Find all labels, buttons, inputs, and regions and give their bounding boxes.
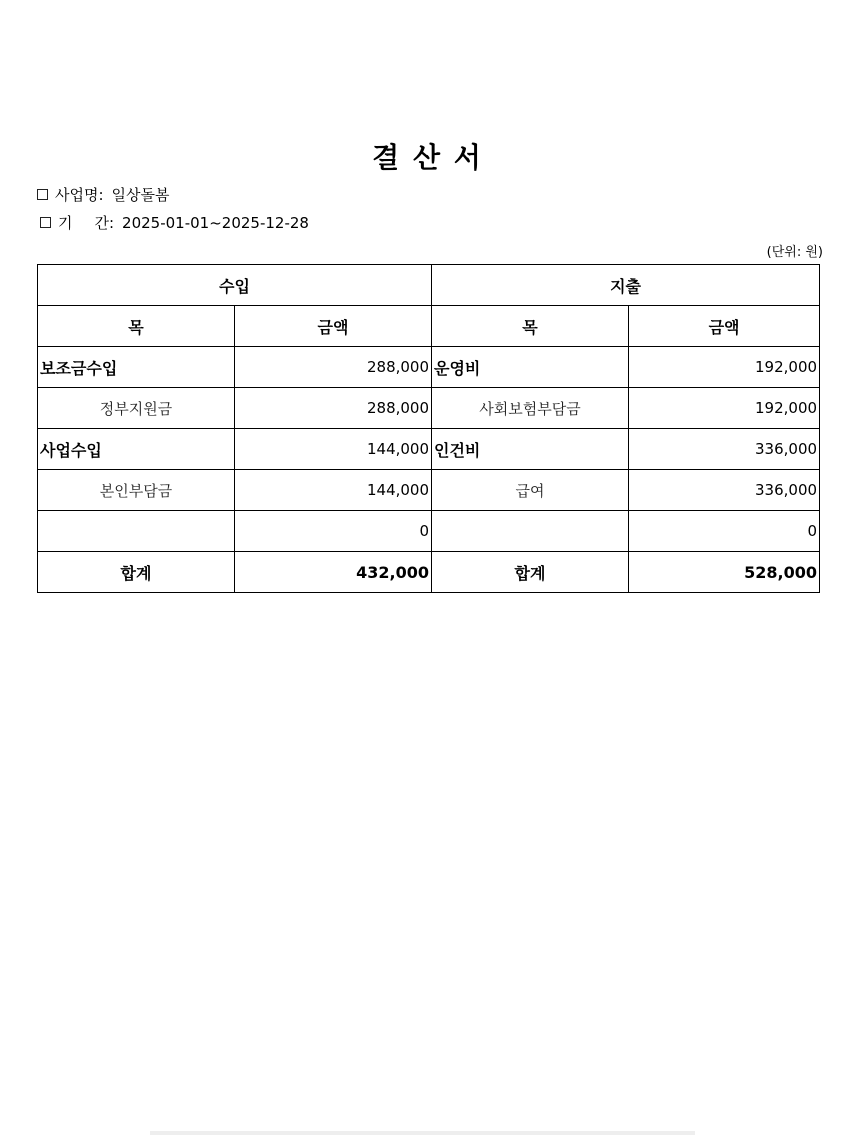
expense-amount: 192,000 [629,347,820,388]
business-name-value: 일상돌봄 [111,186,170,204]
period-label-part-a: 기 [58,214,73,232]
business-name-line [37,184,170,205]
income-item-header: 목 [38,306,235,347]
settlement-table [37,264,820,593]
expense-item [432,511,629,552]
income-item: 보조금수입 [38,347,235,388]
expense-amount: 0 [629,511,820,552]
income-item: 본인부담금 [38,470,235,511]
expense-total-label: 합계 [432,552,629,593]
period-value: 2025-01-01~2025-12-28 [122,213,309,232]
income-amount: 288,000 [235,347,432,388]
expense-item: 급여 [432,470,629,511]
document-title: 결 산 서 [372,141,483,174]
expense-item: 운영비 [432,347,629,388]
table-row [38,347,820,388]
income-total-amount: 432,000 [235,552,432,593]
section-header-row [38,265,820,306]
income-item [38,511,235,552]
income-amount: 288,000 [235,388,432,429]
expense-item: 사회보험부담금 [432,388,629,429]
income-amount: 0 [235,511,432,552]
expense-header: 지출 [432,265,820,306]
income-item: 정부지원금 [38,388,235,429]
expense-item-header: 목 [432,306,629,347]
page-bottom-shadow [150,1131,695,1135]
income-total-label: 합계 [38,552,235,593]
business-name-label: 사업명: [55,186,104,204]
table-row [38,429,820,470]
table-row [38,470,820,511]
expense-amount: 192,000 [629,388,820,429]
table-row [38,388,820,429]
income-amount: 144,000 [235,470,432,511]
period-line [40,212,309,233]
income-item: 사업수입 [38,429,235,470]
expense-amount: 336,000 [629,429,820,470]
column-header-row [38,306,820,347]
table-row [38,511,820,552]
total-row [38,552,820,593]
expense-amount-header: 금액 [629,306,820,347]
expense-item: 인건비 [432,429,629,470]
expense-amount: 336,000 [629,470,820,511]
checkbox-icon [40,217,51,228]
period-label-part-b: 간: [94,214,115,232]
expense-total-amount: 528,000 [629,552,820,593]
unit-note: (단위: 원) [766,245,823,260]
income-amount: 144,000 [235,429,432,470]
period-label [58,212,114,233]
income-header: 수입 [38,265,432,306]
checkbox-icon [37,189,48,200]
income-amount-header: 금액 [235,306,432,347]
